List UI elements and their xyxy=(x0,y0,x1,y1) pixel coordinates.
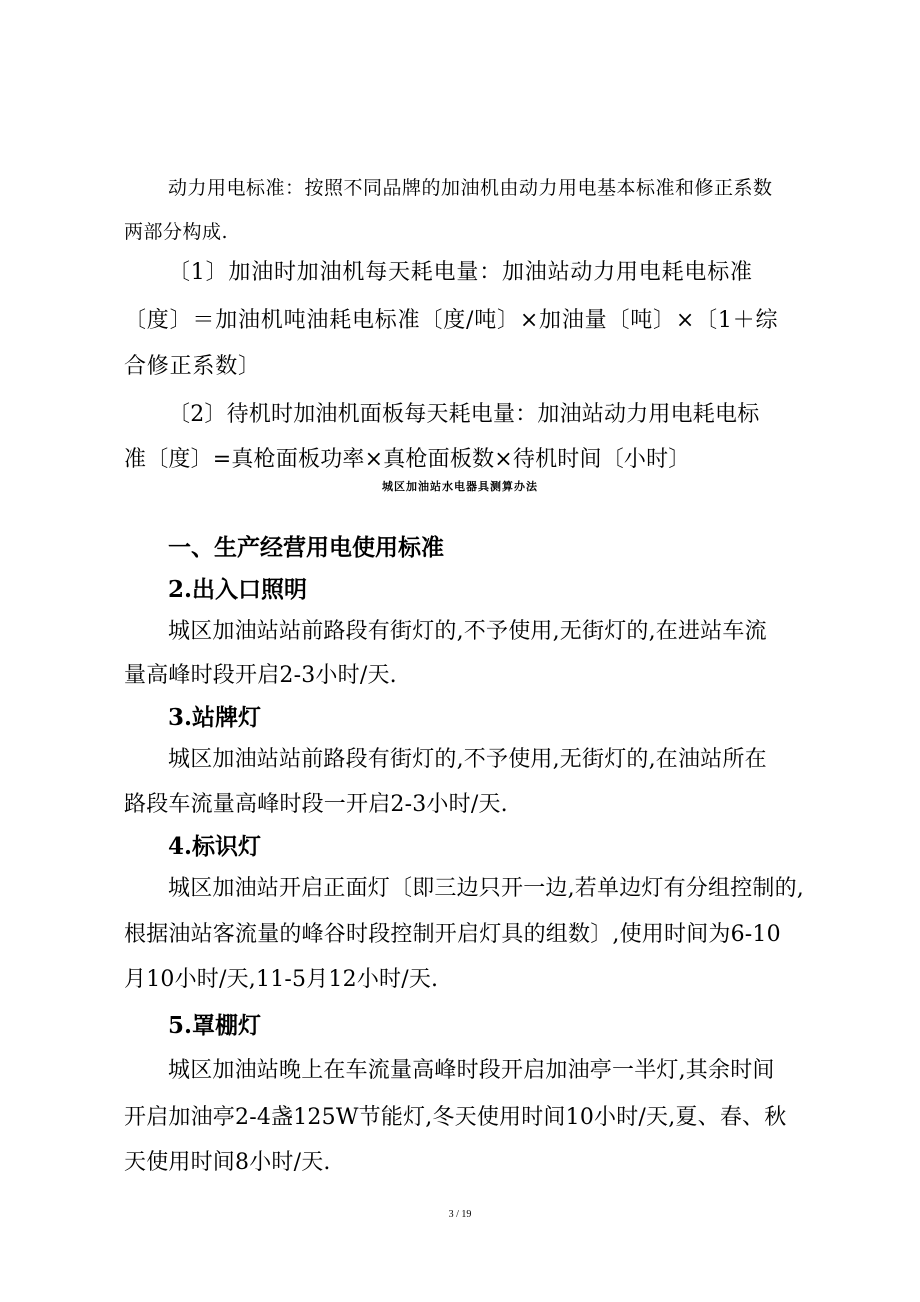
section1-heading: 一、生产经营用电使用标准 xyxy=(168,534,444,561)
sub3-line-1: 城区加油站站前路段有街灯的,不予使用,无街灯的,在油站所在 xyxy=(168,747,767,772)
sub5-line-3: 天使用时间8小时/天. xyxy=(124,1150,331,1175)
sub3-heading: 3.站牌灯 xyxy=(168,704,262,731)
document-title: 城区加油站水电器具测算办法 xyxy=(382,480,538,493)
sub4-heading: 4.标识灯 xyxy=(168,833,262,860)
item2-line-2: 准〔度〕=真枪面板功率×真枪面板数×待机时间〔小时〕 xyxy=(124,447,691,472)
item1-line-1: 〔1〕加油时加油机每天耗电量：加油站动力用电耗电标准 xyxy=(168,260,753,285)
sub2-line-1: 城区加油站站前路段有街灯的,不予使用,无街灯的,在进站车流 xyxy=(168,619,767,644)
item1-line-2: 〔度〕＝加油机吨油耗电标准〔度/吨〕×加油量〔吨〕×〔1＋综 xyxy=(124,308,779,333)
sub5-line-1: 城区加油站晚上在车流量高峰时段开启加油亭一半灯,其余时间 xyxy=(168,1058,775,1083)
intro-line-2: 两部分构成. xyxy=(124,221,229,243)
sub3-line-2: 路段车流量高峰时段一开启2-3小时/天. xyxy=(124,792,508,817)
item1-line-3: 合修正系数〕 xyxy=(124,354,261,379)
page-number: 3 / 19 xyxy=(448,1209,472,1220)
sub2-heading: 2.出入口照明 xyxy=(168,576,308,603)
sub4-line-1: 城区加油站开启正面灯〔即三边只开一边,若单边灯有分组控制的, xyxy=(168,876,804,901)
item2-line-1: 〔2〕待机时加油机面板每天耗电量：加油站动力用电耗电标 xyxy=(168,402,760,427)
sub5-line-2: 开启加油亭2-4盏125W节能灯,冬天使用时间10小时/天,夏、春、秋 xyxy=(124,1105,787,1130)
sub4-line-2: 根据油站客流量的峰谷时段控制开启灯具的组数〕,使用时间为6-10 xyxy=(124,922,781,947)
sub2-line-2: 量高峰时段开启2-3小时/天. xyxy=(124,663,397,688)
intro-line-1: 动力用电标准：按照不同品牌的加油机由动力用电基本标准和修正系数 xyxy=(168,177,773,199)
sub4-line-3: 月10小时/天,11-5月12小时/天. xyxy=(124,967,439,992)
sub5-heading: 5.罩棚灯 xyxy=(168,1012,262,1039)
